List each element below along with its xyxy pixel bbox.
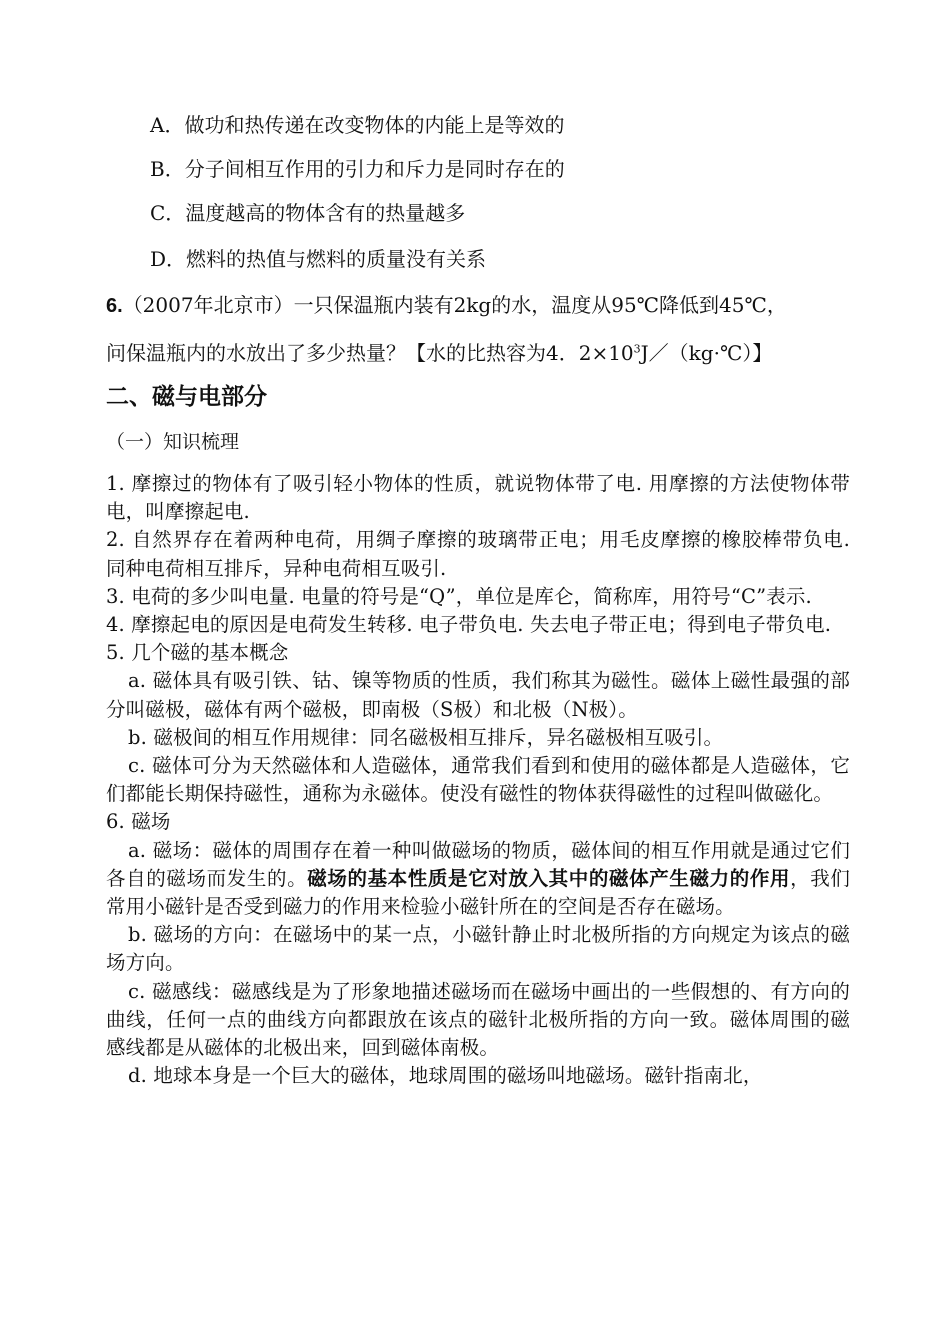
option-d <box>150 244 486 274</box>
point-5b: b. 磁极间的相互作用规律：同名磁极相互排斥，异名磁极相互吸引。 <box>128 725 724 749</box>
option-a <box>150 110 564 140</box>
option-b-text: 分子间相互作用的引力和斥力是同时存在的 <box>184 157 565 181</box>
option-b <box>150 154 565 184</box>
question-6-line-1 <box>106 290 850 321</box>
point-3: 3. 电荷的多少叫电量. 电量的符号是“Q”，单位是库仑，简称库，用符号“C”表示. <box>106 584 812 608</box>
option-a-text: 做功和热传递在改变物体的内能上是等效的 <box>184 113 565 137</box>
question-6-text-2b: J／（kg·℃）】 <box>640 341 773 365</box>
section-title: 二、磁与电部分 <box>106 384 267 410</box>
question-6-superscript: 3 <box>633 342 641 356</box>
point-6b: b. 磁场的方向：在磁场中的某一点，小磁针静止时北极所指的方向规定为该点的磁场方向。 <box>106 923 850 975</box>
knowledge-points <box>106 470 850 1090</box>
point-6a-text-2: ，我们常用小磁针是否受到磁力的作用来检验小磁针所在的空间是否存在磁场。 <box>106 866 850 919</box>
point-2: 2. 自然界存在着两种电荷，用绸子摩擦的玻璃带正电；用毛皮摩擦的橡胶棒带负电. 同种电荷相互排斥，异种电荷相互吸引. <box>106 528 850 580</box>
question-6-line-2 <box>106 338 850 368</box>
question-6-text-2a: 问保温瓶内的水放出了多少热量？【水的比热容为4．2×10 <box>106 341 634 365</box>
question-6-text-1: （2007年北京市）一只保温瓶内装有2kg的水，温度从95℃降低到45℃， <box>122 293 787 317</box>
option-d-text: 燃料的热值与燃料的质量没有关系 <box>186 247 487 271</box>
option-a-label: A． <box>150 113 185 137</box>
point-5a: a. 磁体具有吸引铁、钴、镍等物质的性质，我们称其为磁性。磁体上磁性最强的部分叫磁极，磁体有两个磁极，即南极（S极）和北极（N极）。 <box>106 669 850 721</box>
point-5: 5. 几个磁的基本概念 <box>106 641 289 665</box>
option-b-label: B． <box>150 157 185 181</box>
option-c <box>150 198 465 228</box>
point-6a <box>106 837 850 922</box>
option-c-label: C． <box>150 201 186 225</box>
point-1: 1. 摩擦过的物体有了吸引轻小物体的性质，就说物体带了电. 用摩擦的方法使物体带电，叫摩擦起电. <box>106 472 850 524</box>
option-c-text: 温度越高的物体含有的热量越多 <box>185 201 466 225</box>
point-6: 6. 磁场 <box>106 810 171 834</box>
point-6d: d. 地球本身是一个巨大的磁体，地球周围的磁场叫地磁场。磁针指南北， <box>128 1064 763 1088</box>
subsection-title: （一）知识梳理 <box>106 431 240 453</box>
point-6a-bold: 磁场的基本性质是它对放入其中的磁体产生磁力的作用 <box>307 866 791 890</box>
question-6-number: 6. <box>106 295 123 317</box>
point-6a-text-1: a. 磁场：磁体的周围存在着一种叫做磁场的物质，磁体间的相互作用就是通过它们各自的磁场而发生的。 <box>106 838 850 890</box>
point-4: 4. 摩擦起电的原因是电荷发生转移. 电子带负电. 失去电子带正电；得到电子带负电. <box>106 613 832 637</box>
point-5c: c. 磁体可分为天然磁体和人造磁体，通常我们看到和使用的磁体都是人造磁体，它们都能长期保持磁性，通称为永磁体。使没有磁性的物体获得磁性的过程叫做磁化。 <box>106 754 850 806</box>
point-6c: c. 磁感线：磁感线是为了形象地描述磁场而在磁场中画出的一些假想的、有方向的曲线，任何一点的曲线方向都跟放在该点的磁针北极所指的方向一致。磁体周围的磁感线都是从磁体的北极出来，回到磁体南极。 <box>106 979 850 1060</box>
option-d-label: D． <box>150 247 187 271</box>
